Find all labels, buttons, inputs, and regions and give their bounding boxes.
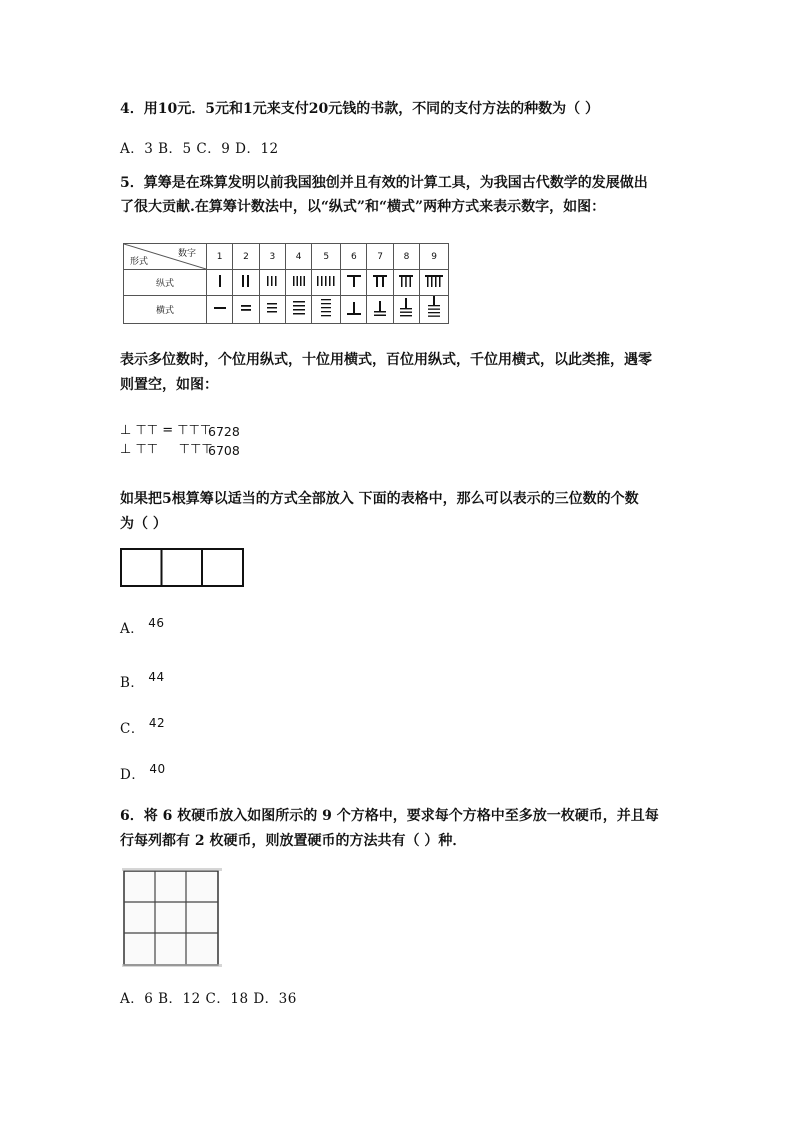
- q5-option-d[interactable]: [120, 763, 166, 783]
- vertical-rod-7: [367, 270, 393, 296]
- horizontal-rod-7: [367, 296, 393, 324]
- q5-question-line1: 如果把5根算筹以适当的方式全部放入 下面的表格中，那么可以表示的三位数的个数: [120, 491, 639, 507]
- example1-number: 6728: [208, 424, 240, 439]
- number-cell: 3: [259, 244, 285, 270]
- vertical-rod-2: [233, 270, 259, 296]
- option-value: 46: [148, 616, 165, 630]
- q5-rule-line1: 表示多位数时，个位用纵式，十位用横式，百位用纵式，千位用横式，以此类推，遇零: [120, 352, 652, 368]
- vertical-form-label: 纵式: [124, 270, 207, 296]
- q5-intro-line1: 5．算筹是在珠算发明以前我国独创并且有效的计算工具，为我国古代数学的发展做出: [120, 175, 648, 191]
- example2-number: 6708: [208, 443, 240, 458]
- q6-options: A．6 B．12 C．18 D．36: [120, 991, 297, 1007]
- number-cell: 5: [312, 244, 341, 270]
- example2-rods: ⊥ ⊤⊤ ⊤⊤⊤: [120, 442, 213, 457]
- horizontal-rod-3: [259, 296, 285, 324]
- option-value: 40: [149, 762, 166, 776]
- vertical-rod-8: [393, 270, 419, 296]
- vertical-rod-5: [312, 270, 341, 296]
- q5-question-line2: 为（ ）: [120, 516, 167, 532]
- q5-option-b[interactable]: [120, 671, 165, 691]
- example1-rods: ⊥ ⊤⊤ = ⊤⊤⊤: [120, 423, 212, 438]
- q6-stem-line2: 行每列都有 2 枚硬币，则放置硬币的方法共有（ ）种．: [120, 833, 467, 849]
- vertical-rod-3: [259, 270, 285, 296]
- option-label: C．: [120, 721, 145, 737]
- vertical-rod-9: [420, 270, 449, 296]
- number-cell: 4: [285, 244, 311, 270]
- horizontal-rod-9: [420, 296, 449, 324]
- q4-options: A．3 B．5 C．9 D．12: [120, 141, 279, 157]
- horizontal-rod-1: [207, 296, 233, 324]
- number-cell: 8: [393, 244, 419, 270]
- vertical-rod-6: [341, 270, 367, 296]
- number-cell: 6: [341, 244, 367, 270]
- three-cell-grid: [120, 548, 245, 588]
- option-value: 44: [148, 670, 165, 684]
- horizontal-rod-6: [341, 296, 367, 324]
- horizontal-rod-5: [312, 296, 341, 324]
- option-label: B．: [120, 675, 145, 691]
- horizontal-rod-4: [285, 296, 311, 324]
- table-header-corner: [124, 244, 207, 270]
- header-number-label: 数字: [177, 249, 196, 259]
- number-cell: 7: [367, 244, 393, 270]
- rod-numeral-table: [123, 243, 449, 324]
- option-label: A．: [120, 621, 145, 637]
- vertical-rod-4: [285, 270, 311, 296]
- q5-intro-line2: 了很大贡献.在算筹计数法中，以“纵式”和“横式”两种方式来表示数字，如图：: [120, 199, 606, 215]
- q4-stem: 4．用10元．5元和1元来支付20元钱的书款，不同的支付方法的种数为（ ）: [120, 101, 600, 117]
- q6-stem-line1: 6．将 6 枚硬币放入如图所示的 9 个方格中，要求每个方格中至多放一枚硬币，并且每: [120, 808, 659, 824]
- q5-option-c[interactable]: [120, 717, 165, 737]
- option-label: D．: [120, 767, 146, 783]
- number-cell: 1: [207, 244, 233, 270]
- number-cell: 9: [420, 244, 449, 270]
- vertical-rod-1: [207, 270, 233, 296]
- horizontal-form-label: 横式: [124, 296, 207, 324]
- horizontal-rod-8: [393, 296, 419, 324]
- q5-rule-line2: 则置空，如图：: [120, 377, 218, 393]
- q5-option-a[interactable]: [120, 617, 165, 637]
- header-form-label: 形式: [130, 257, 149, 267]
- horizontal-rod-2: [233, 296, 259, 324]
- number-cell: 2: [233, 244, 259, 270]
- option-value: 42: [148, 716, 166, 730]
- nine-cell-grid: [122, 868, 222, 968]
